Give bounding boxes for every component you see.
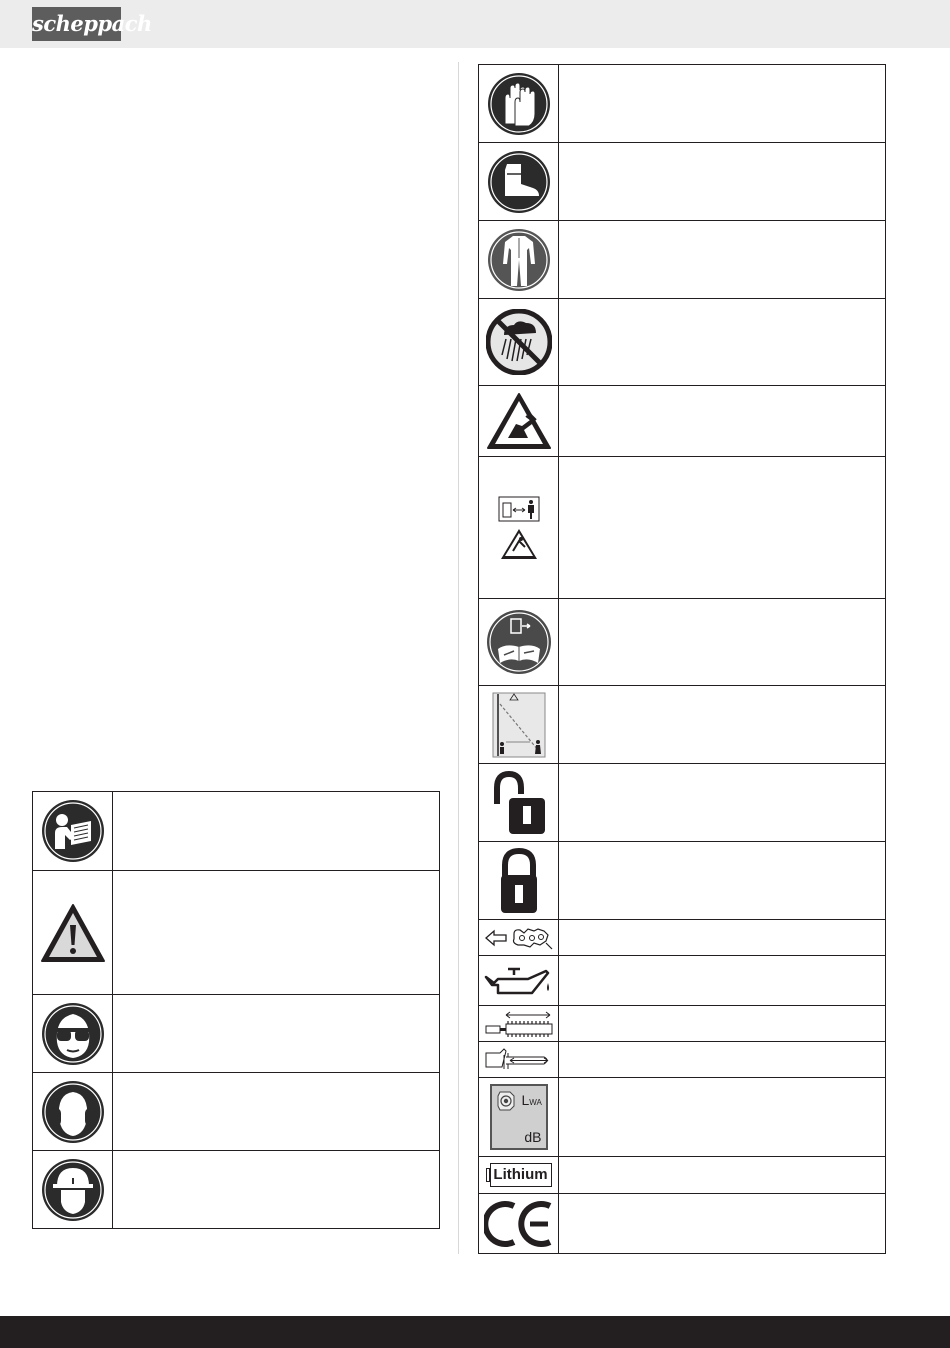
ce-mark-icon (484, 1200, 554, 1248)
read-manual-icon (41, 799, 105, 863)
description-cell (559, 686, 886, 764)
table-row (33, 1151, 440, 1229)
icon-cell (479, 65, 559, 143)
table-row (479, 920, 886, 956)
table-row (479, 143, 886, 221)
icon-cell (479, 842, 559, 920)
header-bar (0, 0, 950, 48)
description-cell (559, 1194, 886, 1254)
description-cell (559, 920, 886, 956)
description-cell (559, 457, 886, 599)
table-row (479, 221, 886, 299)
cutting-length-icon (484, 1010, 554, 1038)
icon-cell (479, 221, 559, 299)
description-cell (113, 1151, 440, 1229)
pull-plug-manual-icon (486, 609, 552, 675)
icon-cell (479, 1006, 559, 1042)
icon-cell (33, 1073, 113, 1151)
unlocked-icon (487, 770, 551, 836)
description-cell (559, 956, 886, 1006)
table-row (479, 1194, 886, 1254)
icon-cell (479, 299, 559, 386)
description-cell (559, 386, 886, 457)
table-row (479, 1078, 886, 1157)
icon-cell (479, 1157, 559, 1194)
description-cell (113, 995, 440, 1073)
lithium-battery-icon: Lithium (486, 1163, 552, 1187)
warning-triangle-icon (40, 903, 106, 963)
table-row (479, 956, 886, 1006)
description-cell (559, 221, 886, 299)
table-row (479, 686, 886, 764)
icon-cell (33, 1151, 113, 1229)
icon-cell (33, 995, 113, 1073)
table-row (479, 1042, 886, 1078)
ear-protection-icon (41, 1080, 105, 1144)
icon-cell (479, 686, 559, 764)
right-symbol-table (478, 64, 886, 1254)
description-cell (113, 1073, 440, 1151)
cutting-hazard-icon (486, 392, 552, 450)
protective-clothing-icon (487, 228, 551, 292)
keep-distance-icon (497, 495, 541, 561)
no-rain-icon (486, 309, 552, 375)
description-cell (559, 299, 886, 386)
icon-cell (479, 764, 559, 842)
speaker-icon (496, 1090, 518, 1112)
icon-cell (479, 599, 559, 686)
icon-cell (33, 792, 113, 871)
description-cell (559, 764, 886, 842)
icon-cell (33, 871, 113, 995)
footer-bar (0, 1316, 950, 1348)
icon-cell (479, 1194, 559, 1254)
description-cell (113, 871, 440, 995)
description-cell (559, 65, 886, 143)
icon-cell (479, 143, 559, 221)
column-divider (458, 62, 459, 1254)
overhead-work-icon (492, 692, 546, 758)
table-row (479, 842, 886, 920)
table-row (33, 995, 440, 1073)
table-row (33, 792, 440, 871)
description-cell (559, 1157, 886, 1194)
icon-cell (479, 1042, 559, 1078)
table-row (33, 1073, 440, 1151)
description-cell (559, 842, 886, 920)
table-row (479, 299, 886, 386)
locked-icon (497, 847, 541, 915)
sound-power-icon: LWA dB (490, 1084, 548, 1150)
table-row (479, 599, 886, 686)
eye-protection-icon (41, 1002, 105, 1066)
scheppach-logo: scheppach (32, 7, 121, 41)
table-row (479, 764, 886, 842)
icon-cell (479, 457, 559, 599)
table-row (479, 65, 886, 143)
gloves-icon (487, 72, 551, 136)
description-cell (559, 1078, 886, 1157)
table-row (479, 457, 886, 599)
table-row (479, 1157, 886, 1194)
chain-direction-icon (484, 925, 554, 951)
description-cell (559, 599, 886, 686)
description-cell (559, 1042, 886, 1078)
description-cell (559, 1006, 886, 1042)
left-symbol-table (32, 791, 440, 1229)
table-row (479, 1006, 886, 1042)
table-row (479, 386, 886, 457)
icon-cell (479, 386, 559, 457)
bar-length-icon (484, 1047, 554, 1073)
description-cell (559, 143, 886, 221)
head-protection-icon (41, 1158, 105, 1222)
icon-cell (479, 920, 559, 956)
description-cell (113, 792, 440, 871)
icon-cell (479, 1078, 559, 1157)
oil-can-icon (484, 961, 554, 1001)
safety-boots-icon (487, 150, 551, 214)
table-row (33, 871, 440, 995)
icon-cell (479, 956, 559, 1006)
